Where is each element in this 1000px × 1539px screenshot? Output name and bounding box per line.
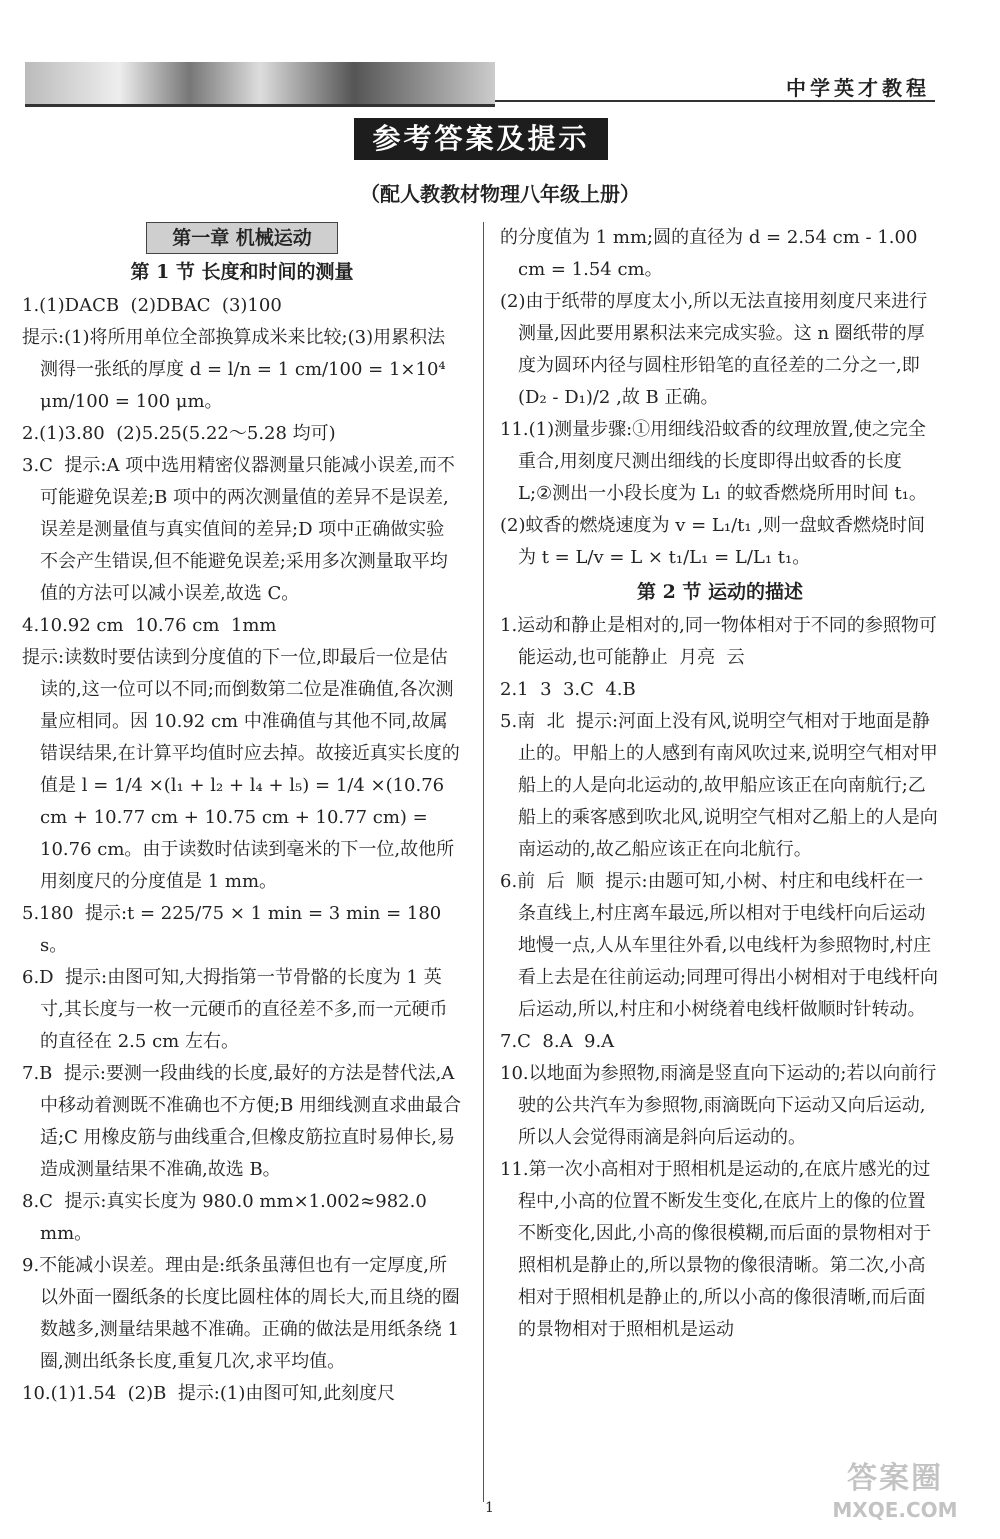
answer-continuation: (2)由于纸带的厚度太小,所以无法直接用刻度尺来进行测量,因此要用累积法来完成实验。这 n 圈纸带的厚度为圆环内径与圆柱形铅笔的直径差的二分之一,即 (D₂ - D₁)/2 ,故 B 正确。 [500,291,928,408]
watermark-text: 答案圈 [847,1461,943,1496]
answer-hint: 提示:读数时要估读到分度值的下一位,即最后一位是估读的,这一位可以不同;而倒数第二位是准确值,各次测量应相同。因 10.92 cm 中准确值与其他不同,故属错误结果,在计算平均值时应去掉。故接近真实长度的值是 l = 1/4 ×(l₁ + l₂ + l₄ + l₅) = 1/4 ×(10.76 cm + 10.77 cm + 10.75 cm + 10.77 cm) = 10.76 cm。由于读数时估读到毫米的下一位,故他所用刻度尺的分度值是 1 mm。 [22,647,460,892]
answer-item: 4.10.92 cm 10.76 cm 1mm [22,615,277,636]
answer-item: 5.180 提示:t = 225/75 × 1 min = 3 min = 180 s。 [22,903,447,956]
answer-item: 7.B 提示:要测一段曲线的长度,最好的方法是替代法,A 中移动着测既不准确也不方便;B 用细线测直求曲最合适;C 用橡皮筋与曲线重合,但橡皮筋拉直时易伸长,易造成测量结果不准确,故选 B。 [22,1063,462,1180]
answer-item: 9.不能减小误差。理由是:纸条虽薄但也有一定厚度,所以外面一圈纸条的长度比圆柱体的周长大,而且绕的圈数越多,测量结果越不准确。正确的做法是用纸条绕 1 圈,测出纸条长度,重复几次,求平均值。 [22,1255,465,1372]
answer-item: 10.(1)1.54 (2)B 提示:(1)由图可知,此刻度尺 [22,1383,396,1404]
answer-item: 1.(1)DACB (2)DBAC (3)100 [22,295,282,316]
right-column [500,222,940,1346]
watermark-logo [810,1461,980,1531]
answer-item: 6.前 后 顺 提示:由题可知,小树、村庄和电线杆在一条直线上,村庄离车最远,所以相对于电线杆向后运动地慢一点,人从车里往外看,以电线杆为参照物时,村庄看上去是在往前运动;同理可得出小树相对于电线杆向后运动,所以,村庄和小树绕着电线杆做顺时针转动。 [500,871,939,1020]
answer-item: 10.以地面为参照物,雨滴是竖直向下运动的;若以向前行驶的公共汽车为参照物,雨滴既向下运动又向后运动,所以人会觉得雨滴是斜向后运动的。 [500,1063,937,1148]
header-banner-image [25,62,495,107]
section-heading-2: 第 2 节 运动的描述 [636,581,804,603]
answer-continuation: 的分度值为 1 mm;圆的直径为 d = 2.54 cm - 1.00 cm = 1.54 cm。 [500,227,924,280]
answer-item: 1.运动和静止是相对的,同一物体相对于不同的参照物可能运动,也可能静止 月亮 云 [500,615,937,668]
answer-item: 5.南 北 提示:河面上没有风,说明空气相对于地面是静止的。甲船上的人感到有南风吹过来,说明空气相对甲船上的人是向北运动的,故甲船应该正在向南航行;乙船上的乘客感到吹北风,说明空气相对乙船上的人是向南运动的,故乙船应该正在向北航行。 [500,711,938,860]
answer-item: 11.第一次小高相对于照相机是运动的,在底片感光的过程中,小高的位置不断发生变化,在底片上的像的位置不断变化,因此,小高的像很模糊,而后面的景物相对于照相机是静止的,所以景物的像很清晰。第二次,小高相对于照相机是静止的,所以小高的像很清晰,而后面的景物相对于照相机是运动 [500,1159,932,1340]
section-heading-1: 第 1 节 长度和时间的测量 [130,261,354,283]
answer-item: 8.C 提示:真实长度为 980.0 mm×1.002≈982.0 mm。 [22,1191,433,1244]
answer-item: 2.(1)3.80 (2)5.25(5.22～5.28 均可) [22,423,336,444]
page-title: 参考答案及提示 [354,118,608,160]
answer-continuation: (2)蚊香的燃烧速度为 v = L₁/t₁ ,则一盘蚊香燃烧时间为 t = L/v = L × t₁/L₁ = L/L₁ t₁。 [500,515,926,568]
series-title: 中学英才教程 [786,76,930,100]
answer-item: 2.1 3 3.C 4.B [500,679,636,700]
answer-hint: 提示:(1)将所用单位全部换算成米来比较;(3)用累积法测得一张纸的厚度 d = l/n = 1 cm/100 = 1×10⁴ μm/100 = 100 μm。 [22,327,452,412]
answer-item: 3.C 提示:A 项中选用精密仪器测量只能减小误差,而不可能避免误差;B 项中的两次测量值的差异不是误差,误差是测量值与真实值间的差异;D 项中正确做实验不会产生错误,但不能避免误差;采用多次测量取平均值的方法可以减小误差,故选 C。 [22,455,455,604]
left-column [22,222,465,1410]
answer-item: 6.D 提示:由图可知,大拇指第一节骨骼的长度为 1 英寸,其长度与一枚一元硬币的直径差不多,而一元硬币的直径在 2.5 cm 左右。 [22,967,448,1052]
chapter-heading: 第一章 机械运动 [146,222,338,254]
answer-item: 7.C 8.A 9.A [500,1031,615,1052]
page-subtitle: （配人教教材物理八年级上册） [360,182,640,206]
answer-item: 11.(1)测量步骤:①用细线沿蚊香的纹理放置,使之完全重合,用刻度尺测出细线的长度即得出蚊香的长度 L;②测出一小段长度为 L₁ 的蚊香燃烧所用时间 t₁。 [500,419,927,504]
column-divider [483,222,484,1502]
watermark-url: MXQE.COM [832,1498,958,1522]
page-number: 1 [485,1500,494,1516]
